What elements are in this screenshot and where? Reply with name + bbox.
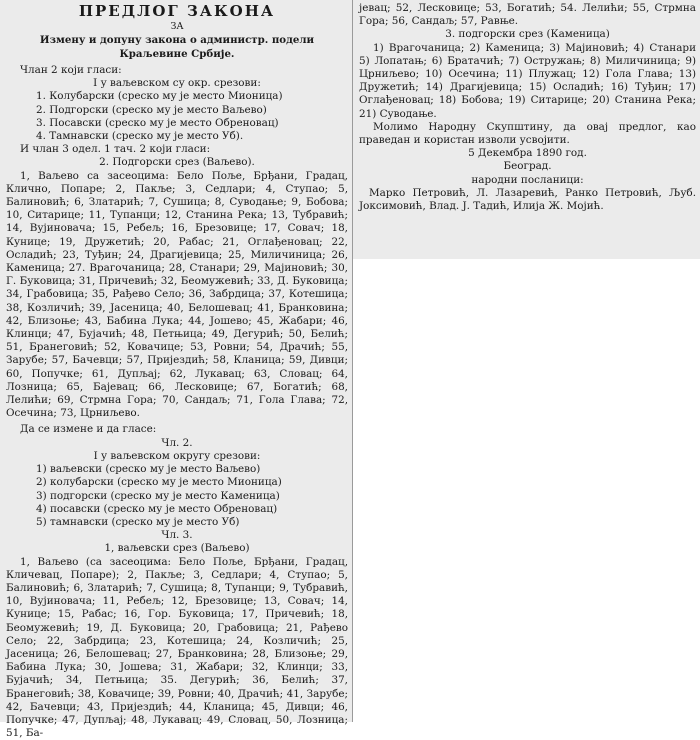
change-intro: Да се измене и да гласе: bbox=[20, 423, 157, 436]
new-srez-item: 3) подгорски (среско му је место Каменица) bbox=[36, 489, 280, 502]
new-srez-item: 5) тамнавски (среско му је место Уб) bbox=[36, 515, 240, 528]
new-section1-intro: I у ваљевском округу срезови: bbox=[93, 449, 261, 462]
old-srez-item: 3. Посавски (среско му је место Обреновац) bbox=[36, 116, 279, 129]
article2-heading: Чл. 2. bbox=[161, 436, 193, 449]
signers-heading: народни посланици: bbox=[471, 173, 584, 186]
signers-list: Марко Петровић, Л. Лазаревић, Ранко Петровић, Љуб. Јоксимовић, Влад. Ј. Тадић, Илија Ж. Мојић. bbox=[359, 186, 696, 213]
old-podgorski-heading: 2. Подгорски срез (Ваљево). bbox=[99, 156, 255, 169]
new-podgorski-villages: 1) Врагочаница; 2) Каменица; 3) Мајиновић; 4) Станари 5) Лопатањ; 6) Братачић; 7) Остружањ; 8) Миличиница; 9) Црниљево; 10) Осечина; 11) Плужац; 12) Гола Глава; 13) Дружетић; 14) Драгијевица; 15) Осладић; 16) Туђин; 17) Оглађеновац; 18) Бобова; 19) Ситарице; 20) Станина Река; 21) Суводање. bbox=[359, 41, 696, 120]
old-srez-item: 2. Подгорски (среско му је место Ваљево) bbox=[36, 103, 267, 116]
new-podgorski-heading: 3. подгорски срез (Каменица) bbox=[445, 28, 610, 41]
document-title: ПРЕДЛОГ ЗАКОНА bbox=[78, 2, 276, 20]
article3-heading: Чл. 3. bbox=[161, 529, 193, 542]
old-srez-item: 1. Колубарски (среско му је место Мионица) bbox=[36, 90, 283, 103]
section1-intro: I у ваљевском су окр. срезови: bbox=[93, 77, 261, 90]
document-date: 5 Декембра 1890 год. bbox=[468, 147, 587, 160]
old-podgorski-villages: 1, Ваљево са засеоцима: Бело Поље, Брђани, Градац, Клично, Попаре; 2, Пакље; 3, Седлари; 4, Ступао; 5, Балиновић; 6, Златарић; 7, Сушица; 8, Суводање; 9, Бобова; 10, Ситарице; 11, Тупанци; 12, Станина Река; 13, Тубравић; 14, Вујиновача; 15, Ребељ; 16, Брезовице; 17, Совач; 18, Кунице; 19, Дружетић; 20, Рабас; 21, Оглађеновац; 22, Осладић; 23, Туђин; 24, Драгијевица; 25, Миличиница; 26, Каменица; 27. Врагочаница; 28, Станари; 29, Мајиновић; 30, Г. Буковица; 31, Причевић; 32, Беомужевић; 33, Д. Буковица; 34, Грабовица; 35, Рађево Село; 36, Забрдица; 37, Котешица; 38, Козличић; 39, Јасеница; 40, Белошевац; 41, Бранковина; 42, Близоње; 43, Бабина Лука; 44, Јошево; 45, Жабари; 46, Клинци; 47, Бујачић; 48, Петњица; 49, Дегурић; 50, Белић; 51, Бранеговић; 52, Ковачице; 53, Ровни; 54, Драчић; 55, Зарубе; 57, Бачевци; 57, Пријездић; 58, Кланица; 59, Дивци; 60, Попучке; 61, Дупљај; 62, Лукавац; 63, Словац; 64, Лозница; 65, Бајевац; 66, Лесковице; 67, Богатић; 68, Лелићи; 69, Стрмна Гора; 70, Сандаљ; 71, Гола Глава; 72, Осечина; 73, Црниљево. bbox=[6, 169, 348, 420]
clan2-intro: Члан 2 који гласи: bbox=[20, 64, 122, 76]
document-place: Београд. bbox=[503, 160, 552, 173]
title-preposition: ЗА bbox=[170, 21, 184, 32]
new-valjevski-heading: 1, ваљевски срез (Ваљево) bbox=[104, 542, 250, 555]
old-srez-item: 4. Тамнавски (среско му је место Уб). bbox=[36, 130, 244, 143]
new-srez-item: 1) ваљевски (среско му је место Ваљево) bbox=[36, 463, 261, 476]
clan3-intro: И члан 3 одел. 1 тач. 2 који гласи: bbox=[20, 143, 211, 156]
new-srez-item: 4) посавски (среско му је место Обреновац) bbox=[36, 502, 278, 515]
valjevski-villages-continued: јевац; 52, Лесковице; 53, Богатић; 54. Лелићи; 55, Стрмна Гора; 56, Сандаљ; 57, Равње. bbox=[359, 2, 696, 28]
right-column bbox=[353, 0, 700, 259]
closing-paragraph: Молимо Народну Скупштину, да овај предлог, као праведан и користан изволи усвојити. bbox=[359, 120, 696, 147]
document-subtitle: Измену и допуну закона о администр. подели Краљевине Србије. bbox=[39, 34, 315, 60]
new-srez-item: 2) колубарски (среско му је место Мионица) bbox=[36, 476, 282, 489]
new-valjevski-villages: 1, Ваљево (са засеоцима: Бело Поље, Брђани, Градац, Кличевац, Попаре); 2, Пакље; 3, Седлари; 4, Ступао; 5, Балиновић; 6, Златарић; 7, Сушица; 8, Тупанци; 9, Тубравић, 10, Вујиновача; 11, Ребељ; 12, Брезовице; 13, Совач; 14, Кунице; 15, Рабас; 16, Гор. Буковица; 17, Причевић; 18, Беомужевић; 19, Д. Буковица; 20, Грабовица; 21, Рађево Село; 22, Забрдица; 23, Котешица; 24, Козличић; 25, Јасеница; 26, Белошевац; 27, Бранковина; 28, Близоње; 29, Бабина Лука; 30, Јошева; 31, Жабари; 32, Клинци; 33, Бујачић; 34, Петњица; 35. Дегурић; 36, Белић; 37, Бранеговић; 38, Ковачице; 39, Ровни; 40, Драчић; 41, Зарубе; 42, Бачевци; 43, Пријездић; 44, Кланица; 45, Дивци; 46, Попучке; 47, Дупљај; 48, Лукавац; 49, Словац, 50, Лозница; 51, Ба- bbox=[6, 555, 348, 740]
